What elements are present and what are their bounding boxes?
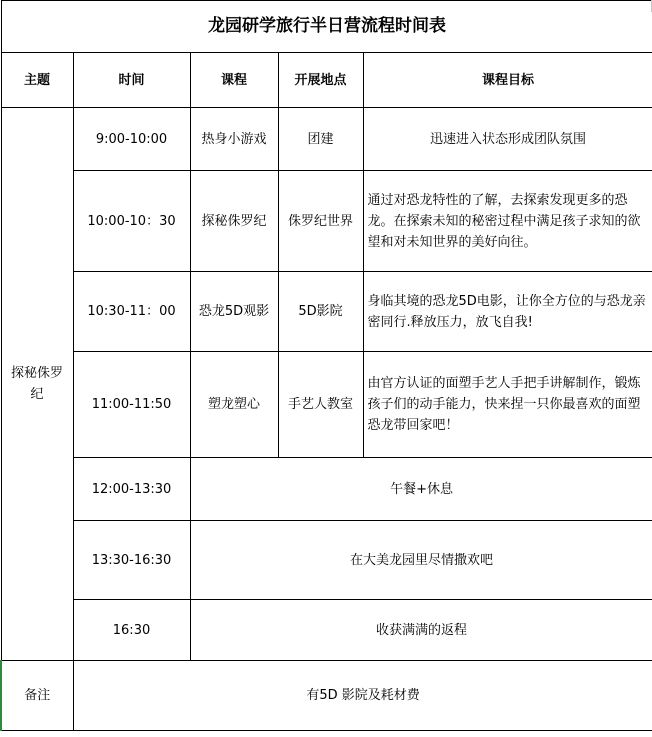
header-theme: 主题 xyxy=(1,53,73,108)
note-label: 备注 xyxy=(1,661,73,731)
time-cell: 11:00-11:50 xyxy=(73,352,190,458)
table-row xyxy=(1,171,652,272)
time-cell: 12:00-13:30 xyxy=(73,458,190,521)
note-text: 有5D 影院及耗材费 xyxy=(73,661,652,731)
location-cell: 5D影院 xyxy=(278,272,363,352)
time-cell: 16:30 xyxy=(73,600,190,661)
course-cell: 塑龙塑心 xyxy=(190,352,278,458)
time-cell: 10:00-10：30 xyxy=(73,171,190,272)
goal-cell: 通过对恐龙特性的了解，去探索发现更多的恐龙。在探索未知的秘密过程中满足孩子求知的欲望和对未知世界的美好向往。 xyxy=(363,171,652,272)
goal-cell: 身临其境的恐龙5D电影，让你全方位的与恐龙亲密同行.释放压力，放飞自我! xyxy=(363,272,652,352)
time-cell: 9:00-10:00 xyxy=(73,108,190,171)
header-course: 课程 xyxy=(190,53,278,108)
page-title: 龙园研学旅行半日营流程时间表 xyxy=(1,1,652,53)
course-cell: 探秘侏罗纪 xyxy=(190,171,278,272)
note-row xyxy=(1,661,652,731)
time-cell: 13:30-16:30 xyxy=(73,521,190,600)
course-cell: 热身小游戏 xyxy=(190,108,278,171)
activity-cell: 午餐+休息 xyxy=(190,458,652,521)
table-row xyxy=(1,108,652,171)
course-cell: 恐龙5D观影 xyxy=(190,272,278,352)
header-location: 开展地点 xyxy=(278,53,363,108)
time-cell: 10:30-11：00 xyxy=(73,272,190,352)
header-goal: 课程目标 xyxy=(363,53,652,108)
goal-cell: 迅速进入状态形成团队氛围 xyxy=(363,108,652,171)
location-cell: 团建 xyxy=(278,108,363,171)
table-row xyxy=(1,521,652,600)
activity-cell: 收获满满的返程 xyxy=(190,600,652,661)
table-row xyxy=(1,352,652,458)
theme-cell: 探秘侏罗纪 xyxy=(1,108,73,661)
header-time: 时间 xyxy=(73,53,190,108)
goal-cell: 由官方认证的面塑手艺人手把手讲解制作，锻炼孩子们的动手能力，快来捏一只你最喜欢的面塑恐龙带回家吧！ xyxy=(363,352,652,458)
location-cell: 侏罗纪世界 xyxy=(278,171,363,272)
header-row xyxy=(1,53,652,108)
table-row xyxy=(1,458,652,521)
location-cell: 手艺人教室 xyxy=(278,352,363,458)
title-row xyxy=(1,1,652,53)
table-row xyxy=(1,600,652,661)
table-row xyxy=(1,272,652,352)
activity-cell: 在大美龙园里尽情撒欢吧 xyxy=(190,521,652,600)
